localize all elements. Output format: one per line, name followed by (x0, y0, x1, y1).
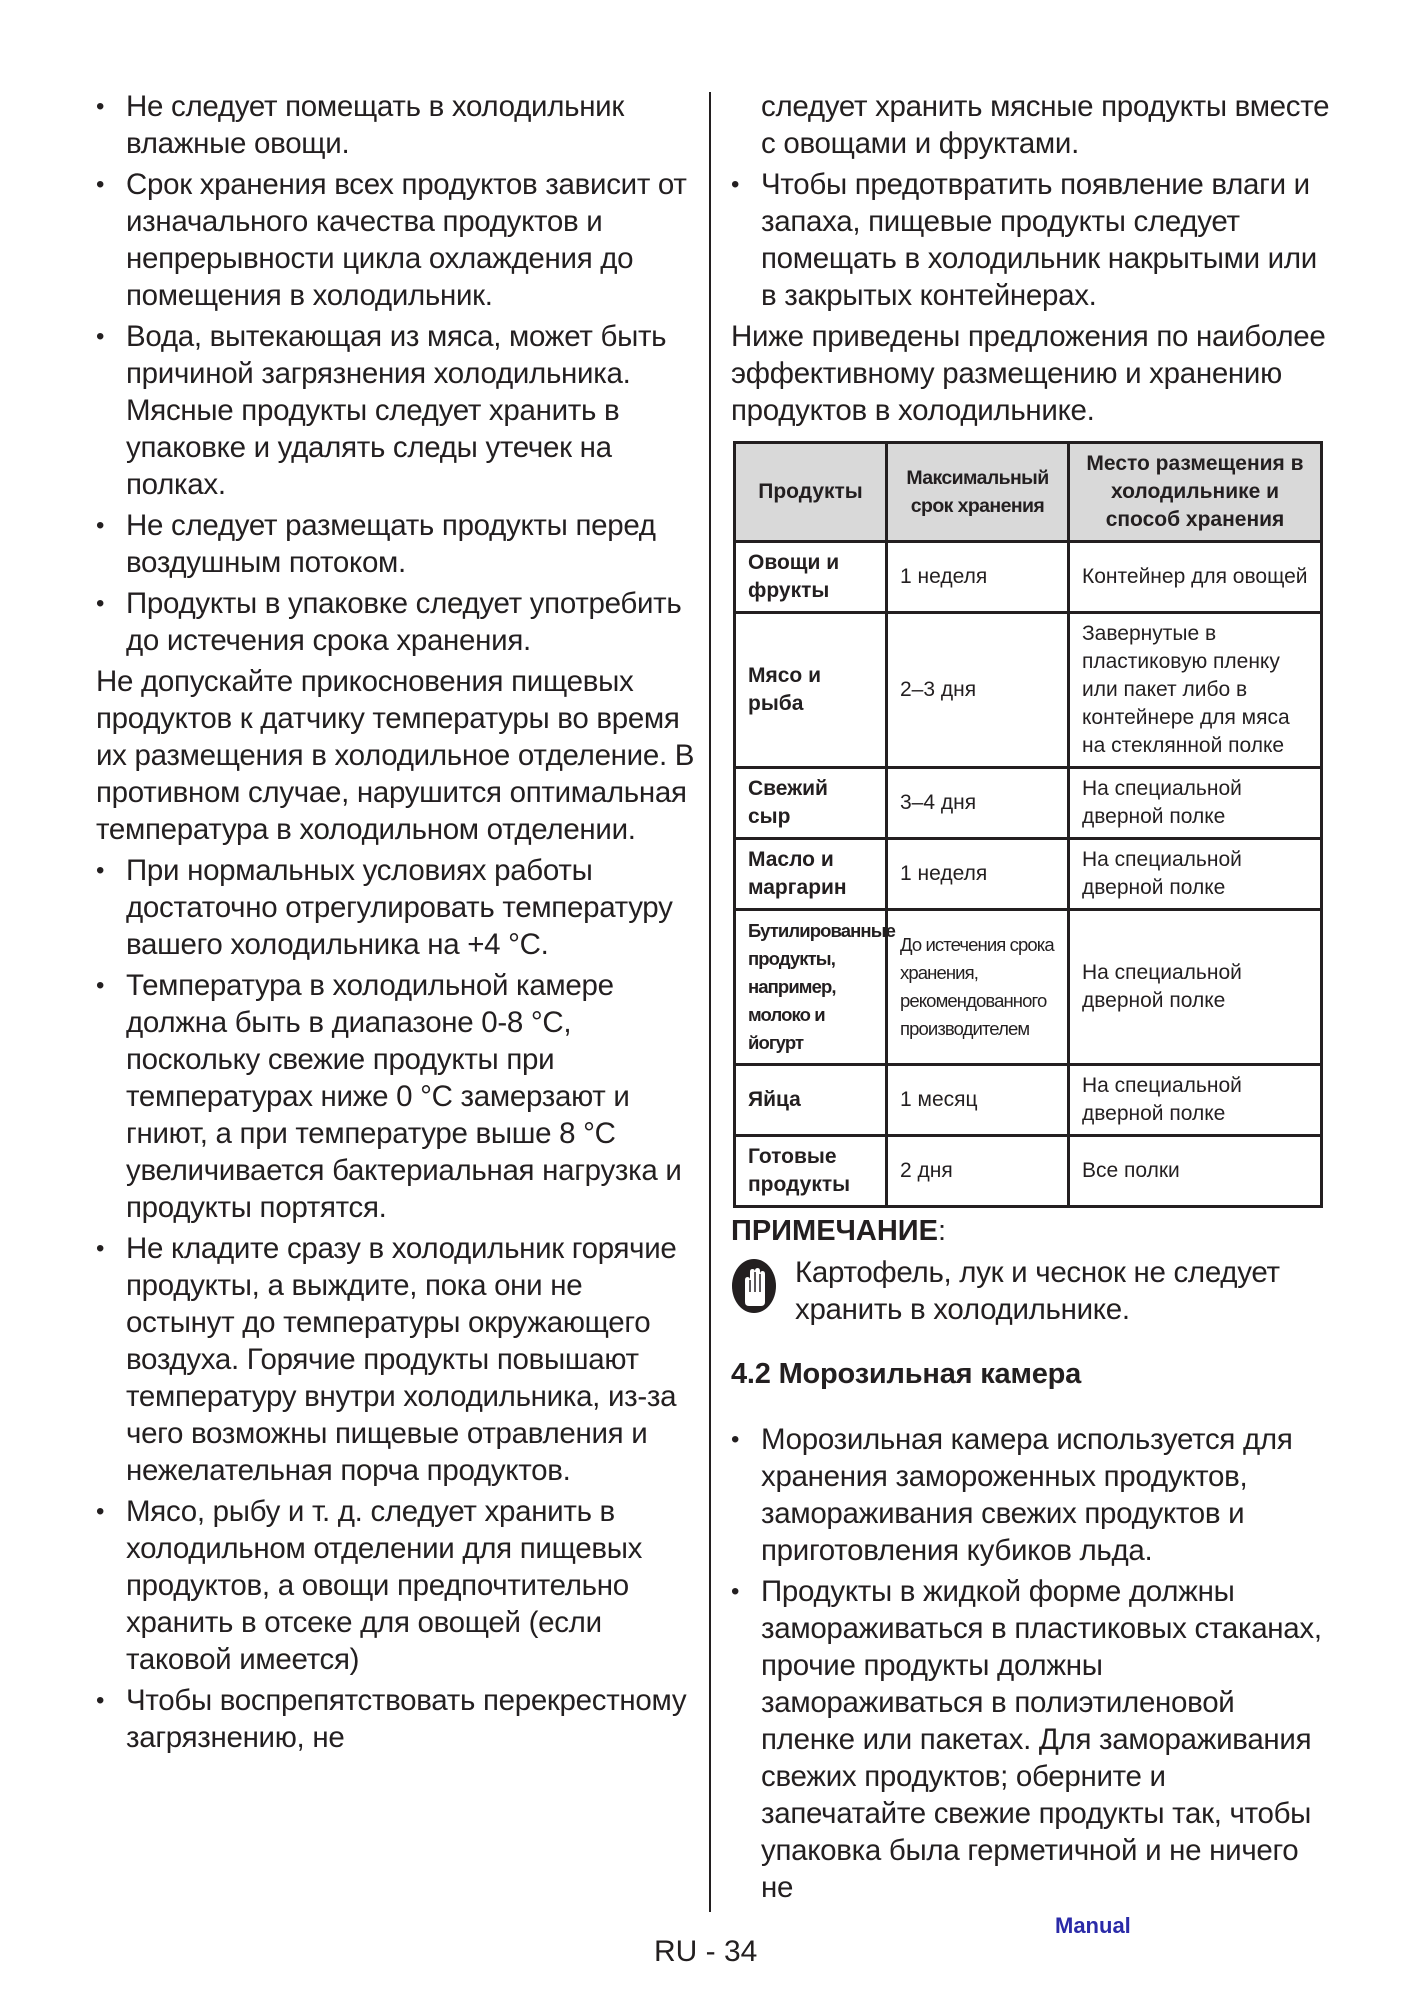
note-block (731, 1254, 1331, 1328)
cell-product: Бутилированные продукты, например, молоко и йогурт (735, 910, 887, 1065)
cell-product: Свежий сыр (735, 768, 887, 839)
list-item: • Не следует размещать продукты перед воздушным потоком. (96, 507, 696, 581)
note-text: Картофель, лук и чеснок не следует хранить в холодильнике. (795, 1256, 1280, 1326)
list-item-continuation: следует хранить мясные продукты вместе с овощами и фруктами. (761, 90, 1330, 160)
cell-place: Контейнер для овощей (1069, 542, 1322, 613)
left-column (96, 88, 696, 1760)
list-item: • Продукты в упаковке следует употребить до истечения срока хранения. (96, 585, 696, 659)
list-item: • Не кладите сразу в холодильник горячие продукты, а выждите, пока они не остынут до температуры окружающего воздуха. Горячие продукты повышают температуру внутри холодильника, из-за чего возможны пищевые отравления и нежелательная порча продуктов. (96, 1230, 696, 1489)
list-item: • Мясо, рыбу и т. д. следует хранить в холодильном отделении для пищевых продуктов, а овощи предпочтительно хранить в отсеке для овощей (если таковой имеется) (96, 1493, 696, 1678)
note-title: ПРИМЕЧАНИЕ (731, 1215, 938, 1247)
cell-product: Мясо и рыба (735, 613, 887, 768)
header-placement: Место размещения в холодильнике и способ хранения (1069, 443, 1322, 542)
list-item: • Продукты в жидкой форме должны замораживаться в пластиковых стаканах, прочие продукты должны замораживаться в полиэтиленовой пленке или пакетах. Для замораживания свежих продуктов; оберните и запечатайте свежие продукты так, чтобы упаковка была герметичной и не ничего не (731, 1573, 1331, 1906)
cell-place: На специальной дверной полке (1069, 910, 1322, 1065)
freezer-tips-list (731, 1421, 1331, 1906)
cell-product: Яйца (735, 1065, 887, 1136)
list-item: • Чтобы предотвратить появление влаги и запаха, пищевые продукты следует помещать в холодильник накрытыми или в закрытых контейнерах. (731, 166, 1331, 314)
brand-label: Manual (1055, 1913, 1131, 1938)
cell-place: Завернутые в пластиковую пленку или пакет либо в контейнере для мяса на стеклянной полке (1069, 613, 1322, 768)
page-number: RU - 34 (654, 1935, 758, 1968)
cell-term: 2 дня (887, 1136, 1069, 1207)
note-colon: : (937, 1215, 947, 1247)
list-item: • Не следует помещать в холодильник влажные овощи. (96, 88, 696, 162)
list-item: • Температура в холодильной камере должна быть в диапазоне 0-8 °C, поскольку свежие продукты при температурах ниже 0 °C замерзают и гниют, а при температуре выше 8 °C увеличивается бактериальная нагрузка и продукты портятся. (96, 967, 696, 1226)
note-heading (731, 1214, 1331, 1248)
continued-list (731, 88, 1331, 314)
cell-product: Готовые продукты (735, 1136, 887, 1207)
sensor-warning-paragraph: Не допускайте прикосновения пищевых продуктов к датчику температуры во время их размещения в холодильное отделение. В противном случае, нарушится оптимальная температура в холодильном отделении. (96, 665, 695, 846)
table-row (735, 542, 1322, 613)
list-item: • При нормальных условиях работы достаточно отрегулировать температуру вашего холодильника на +4 °C. (96, 852, 696, 963)
list-item: • Чтобы воспрепятствовать перекрестному загрязнению, не (96, 1682, 696, 1756)
cell-place: На специальной дверной полке (1069, 839, 1322, 910)
stop-hand-icon (731, 1258, 777, 1314)
section-heading-freezer: 4.2 Морозильная камера (731, 1358, 1082, 1390)
cell-term: 1 неделя (887, 542, 1069, 613)
list-item: • Морозильная камера используется для хранения замороженных продуктов, замораживания свежих продуктов и приготовления кубиков льда. (731, 1421, 1331, 1569)
cell-term: 1 неделя (887, 839, 1069, 910)
table-header-row (735, 443, 1322, 542)
table-row (735, 910, 1322, 1065)
cell-term: До истечения срока хранения, рекомендованного производителем (887, 910, 1069, 1065)
storage-tips-list (96, 88, 696, 659)
list-item: • Срок хранения всех продуктов зависит от изначального качества продуктов и непрерывности цикла охлаждения до помещения в холодильник. (96, 166, 696, 314)
cell-place: На специальной дверной полке (1069, 768, 1322, 839)
right-column (731, 88, 1331, 1910)
table-intro: Ниже приведены предложения по наиболее эффективному размещению и хранению продуктов в холодильнике. (731, 320, 1326, 427)
cell-term: 3–4 дня (887, 768, 1069, 839)
table-row (735, 613, 1322, 768)
cell-place: Все полки (1069, 1136, 1322, 1207)
temperature-tips-list (96, 852, 696, 1756)
list-item: • Вода, вытекающая из мяса, может быть причиной загрязнения холодильника. Мясные продукты следует хранить в упаковке и удалять следы утечек на полках. (96, 318, 696, 503)
table-row (735, 1065, 1322, 1136)
cell-product: Масло и маргарин (735, 839, 887, 910)
table-row (735, 768, 1322, 839)
cell-product: Овощи и фрукты (735, 542, 887, 613)
food-storage-table (733, 441, 1323, 1208)
cell-term: 1 месяц (887, 1065, 1069, 1136)
cell-place: На специальной дверной полке (1069, 1065, 1322, 1136)
header-max-term: Максимальный срок хранения (887, 443, 1069, 542)
cell-term: 2–3 дня (887, 613, 1069, 768)
table-row (735, 839, 1322, 910)
column-divider (709, 92, 711, 1912)
header-products: Продукты (735, 443, 887, 542)
table-row (735, 1136, 1322, 1207)
